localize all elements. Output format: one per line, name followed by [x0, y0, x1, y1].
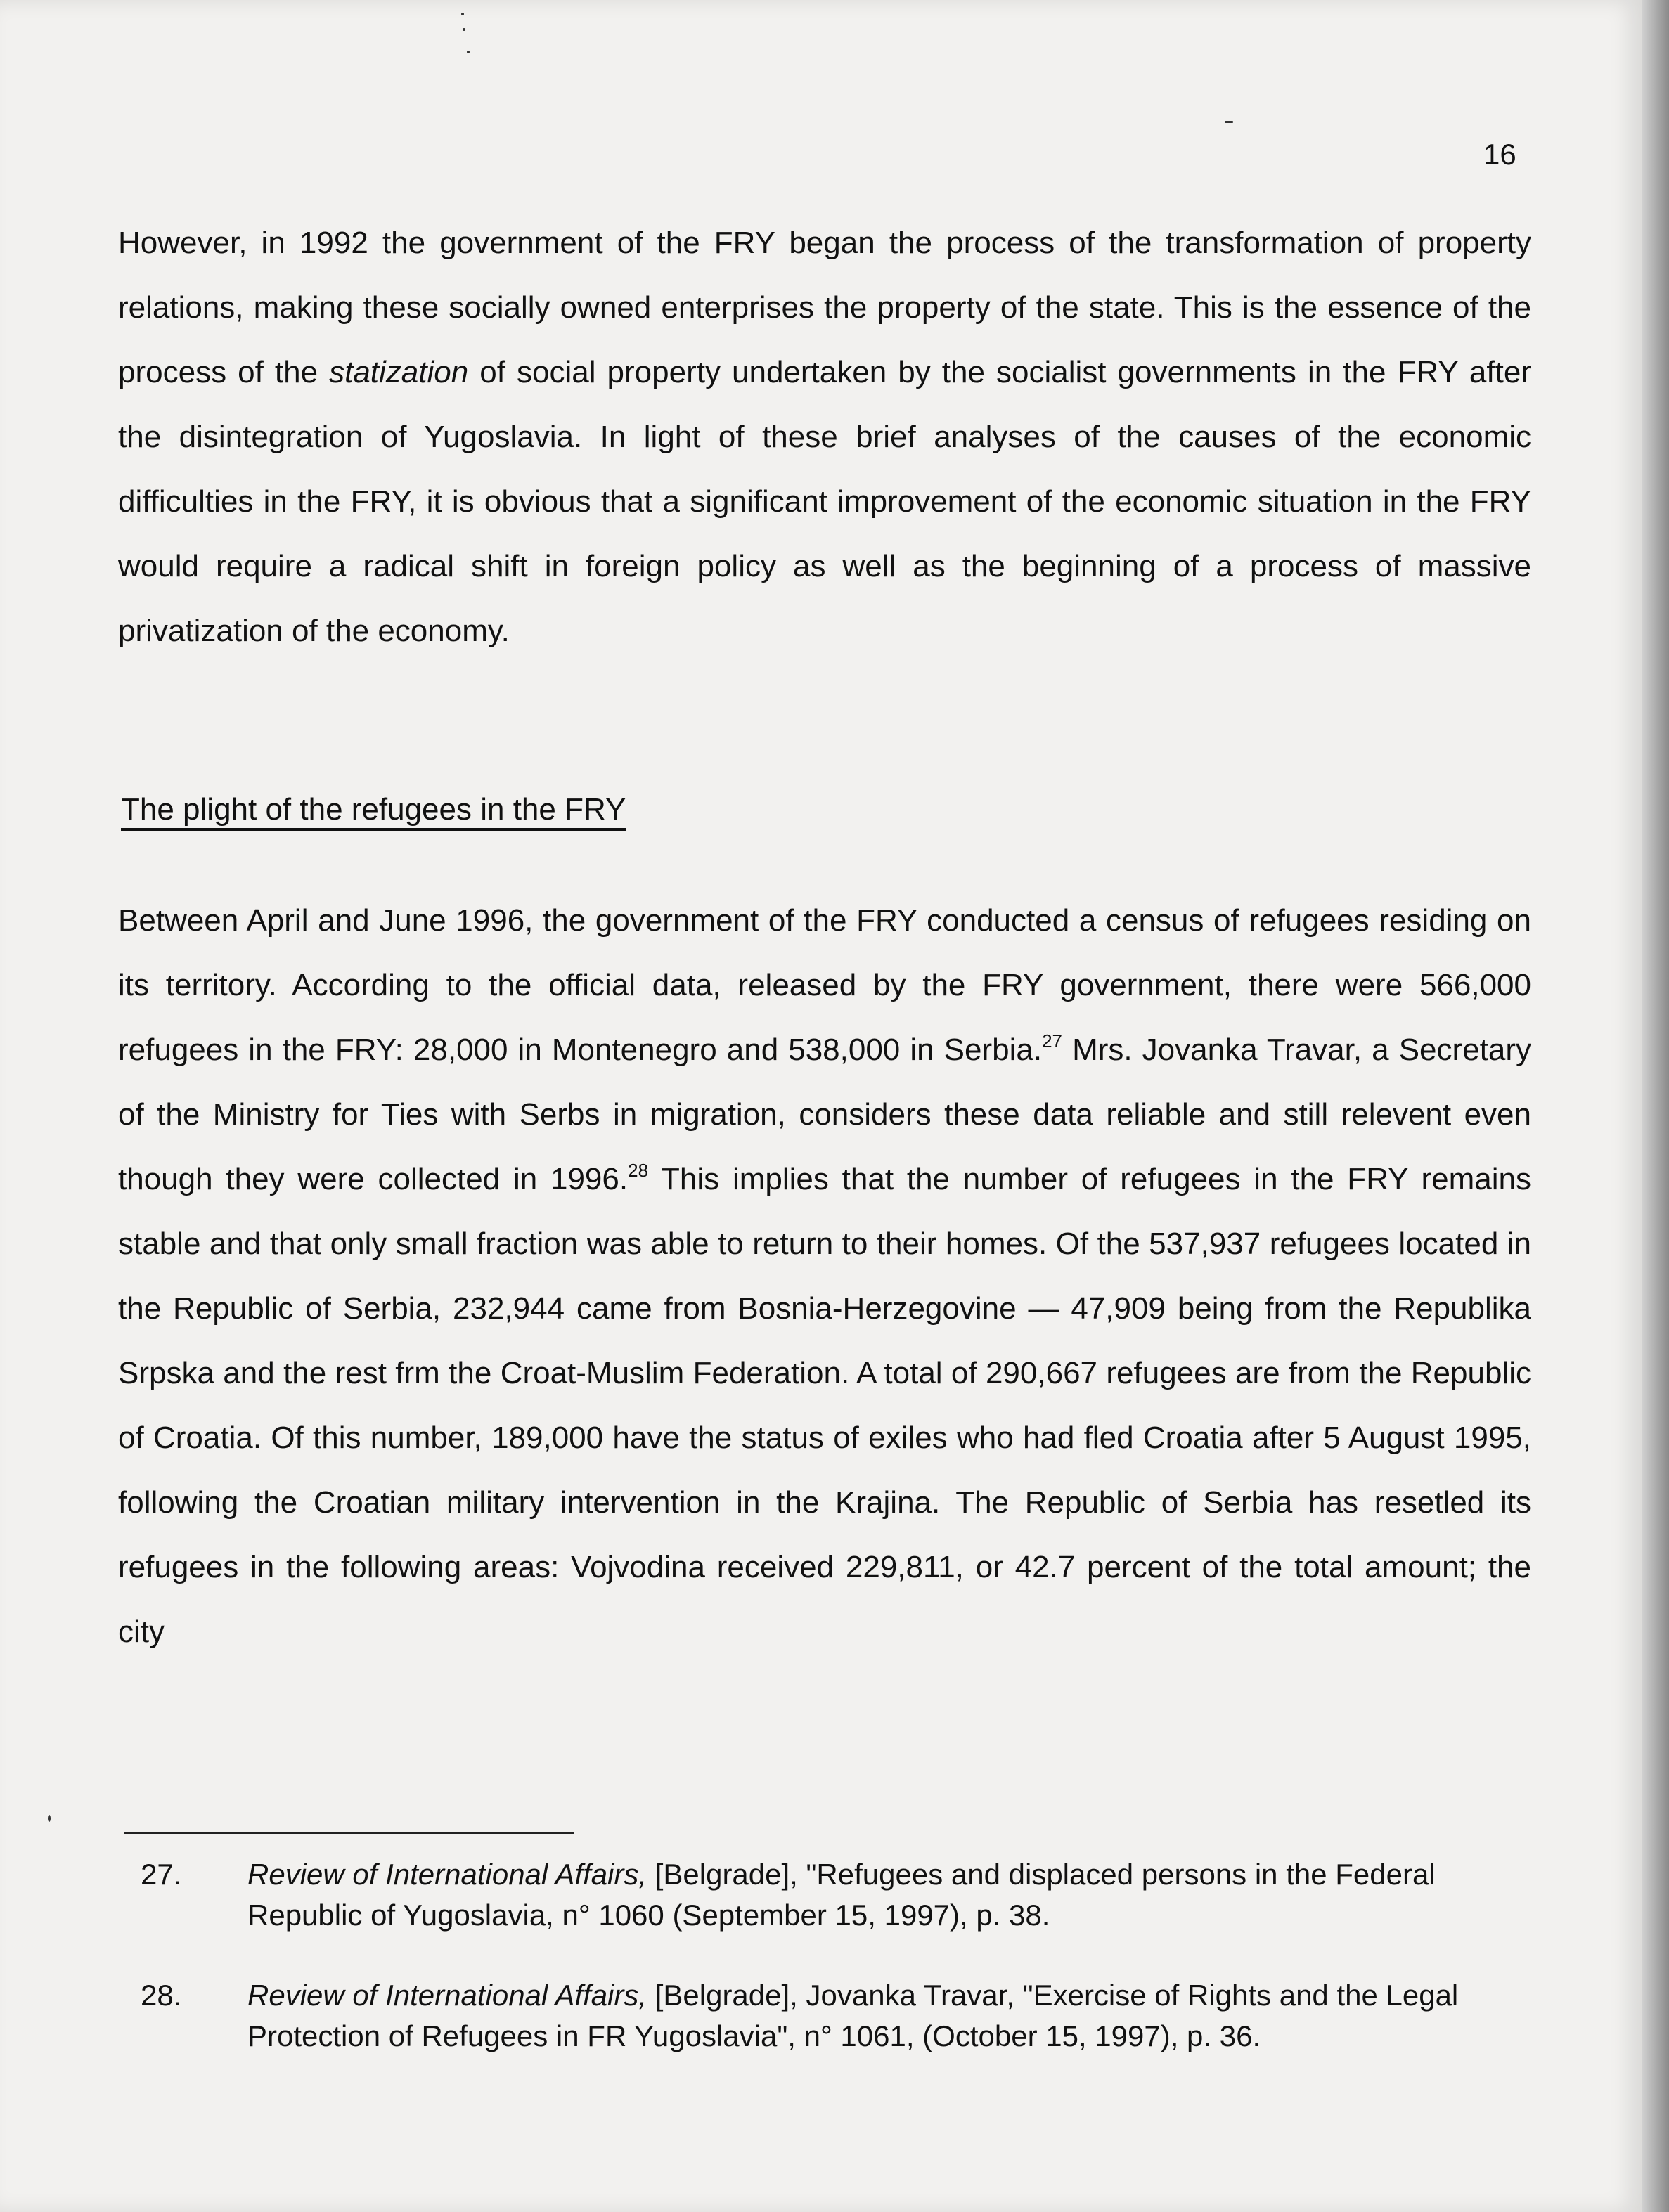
page-edge-shadow — [1642, 0, 1669, 2212]
footnote-source: Review of International Affairs, — [247, 1979, 647, 2012]
body-paragraph — [118, 211, 1531, 664]
footnote-divider — [124, 1832, 574, 1834]
scan-speck — [461, 13, 464, 15]
footnote-citation: [Belgrade], Jovanka Travar, "Exercise of Rights and the Legal Protection of Refugees in FR Yugoslavia", n° 1061, (October 15, 1997), p. 36. — [247, 1979, 1459, 2052]
scan-speck — [48, 1815, 51, 1822]
scan-speck — [463, 28, 465, 31]
footnote-reference: 28 — [628, 1160, 649, 1181]
italic-term: statization — [329, 355, 469, 389]
footnote-text — [247, 1854, 1541, 1936]
paragraph-text: However, in 1992 the government of the FRY began the process of the transformation of property relations, making these socially owned enterprises the property of the state. This is the essence of the process of the — [118, 226, 1531, 389]
scan-speck — [467, 51, 470, 53]
scan-speck — [1225, 121, 1233, 123]
footnote-reference: 27 — [1042, 1030, 1062, 1052]
body-paragraph — [118, 888, 1531, 1664]
section-heading: The plight of the refugees in the FRY — [121, 792, 626, 827]
footnote-text — [247, 1975, 1541, 2057]
page-number: 16 — [1483, 138, 1516, 171]
paragraph-text: This implies that the number of refugees in the FRY remains stable and that only small fraction was able to return to their homes. Of the 537,937 refugees located in the Republic of Serbia, 232,944 came from Bosnia-Herzegovine — 47,909 being from the Republika Srpska and the rest frm the Croat-Muslim Federation. A total of 290,667 refugees are from the Republic of Croatia. Of this number, 189,000 have the status of exiles who had fled Croatia after 5 August 1995, following the Croatian military intervention in the Krajina. The Republic of Serbia has resetled its refugees in the following areas: Vojvodina received 229,811, or 42.7 percent of the total amount; the city — [118, 1162, 1532, 1649]
paragraph-text: Between April and June 1996, the government of the FRY conducted a census of refugees residing on its territory. According to the official data, released by the FRY government, there were 566,000 refugees in the FRY: 28,000 in Montenegro and 538,000 in Serbia. — [118, 903, 1531, 1067]
paragraph-text: Mrs. Jovanka Travar, a Secretary of the Ministry for Ties with Serbs in migration, considers these data reliable and still relevent even though they were collected in 1996. — [118, 1033, 1531, 1196]
footnote-number: 28. — [141, 1979, 182, 2012]
paragraph-text: of social property undertaken by the socialist governments in the FRY after the disintegration of Yugoslavia. In light of these brief analyses of the causes of the economic difficulties in the FRY, it is obvious that a significant improvement of the economic situation in the FRY would require a radical shift in foreign policy as well as the beginning of a process of massive privatization of the economy. — [118, 355, 1531, 648]
footnote-citation: [Belgrade], "Refugees and displaced persons in the Federal Republic of Yugoslavia, n° 1060 (September 15, 1997), p. 38. — [247, 1858, 1436, 1932]
footnote-source: Review of International Affairs, — [247, 1858, 647, 1891]
footnote-number: 27. — [141, 1858, 182, 1891]
